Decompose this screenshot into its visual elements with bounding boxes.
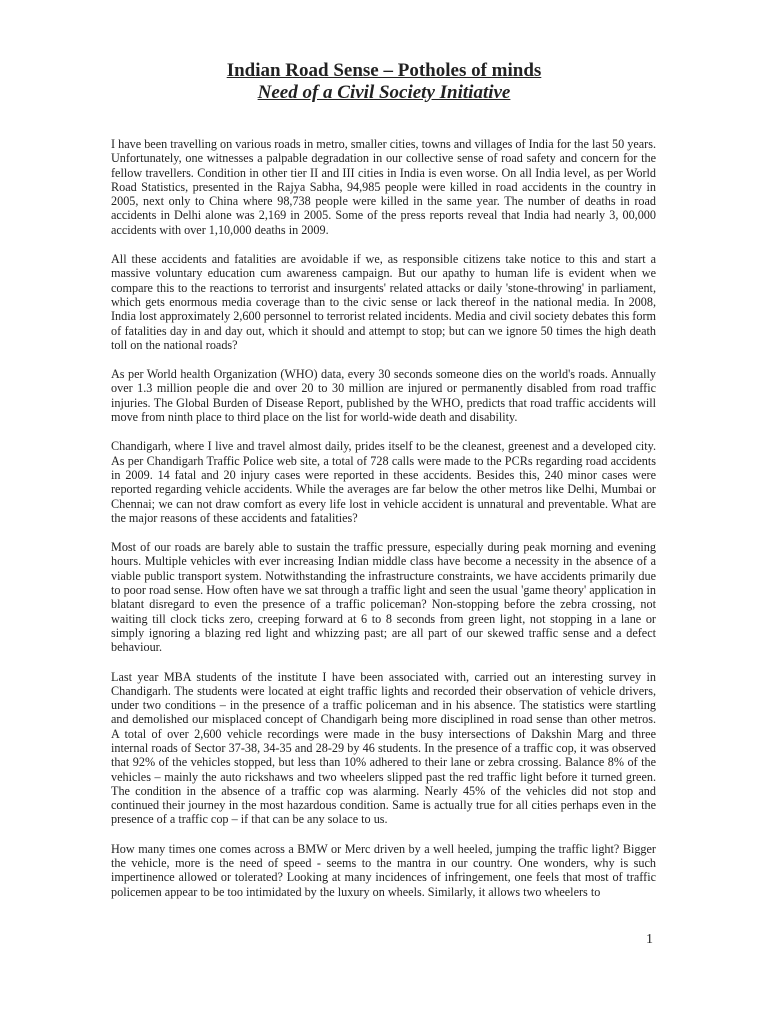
page-number: 1: [646, 932, 653, 947]
paragraph-3: As per World health Organization (WHO) data, every 30 seconds someone dies on the world's roads. Annually over 1.3 million people die and over 20 to 30 million are injured or permanently disabled from road traffic injuries. The Global Burden of Disease Report, published by the WHO, predicts that road traffic accidents will move from ninth place to third place on the list for world-wide death and disability.: [111, 367, 656, 425]
paragraph-2: All these accidents and fatalities are avoidable if we, as responsible citizens take notice to this and start a massive voluntary education cum awareness campaign. But our apathy to human life is evident when we compare this to the reactions to terrorist and insurgents' related attacks or daily 'stone-throwing' in parliament, which gets enormous media coverage than to the civic sense or lack thereof in the national media. In 2008, India lost approximately 2,600 personnel to terrorist related incidents. Media and civil society debates this form of fatalities day in and day out, which it should and attempt to stop; but can we ignore 50 times the high death toll on the national roads?: [111, 252, 656, 352]
document-subtitle: Need of a Civil Society Initiative: [257, 82, 511, 103]
paragraph-4: Chandigarh, where I live and travel almost daily, prides itself to be the cleanest, greenest and a developed city. As per Chandigarh Traffic Police web site, a total of 728 calls were made to the PCRs regarding road accidents in 2009. 14 fatal and 20 injury cases were reported in these accidents. Besides this, 240 minor cases were reported regarding vehicle accidents. While the averages are far below the other metros like Delhi, Mumbai or Chennai; we can not draw comfort as every life lost in vehicle accident is unnatural and preventable. What are the major reasons of these accidents and fatalities?: [111, 439, 656, 525]
document-title: Indian Road Sense – Potholes of minds: [226, 60, 542, 81]
paragraph-7: How many times one comes across a BMW or Merc driven by a well heeled, jumping the traffic light? Bigger the vehicle, more is the need of speed - seems to the mantra in our country. One wonders, why is such impertinence allowed or tolerated? Looking at many incidences of infringement, one feels that most of traffic policemen appear to be too intimidated by the luxury on wheels. Similarly, it allows two wheelers to: [111, 841, 656, 899]
paragraph-5: Most of our roads are barely able to sustain the traffic pressure, especially during peak morning and evening hours. Multiple vehicles with ever increasing Indian middle class have become a necessity in the absence of a viable public transport system. Notwithstanding the infrastructure constraints, we have accidents primarily due to poor road sense. How often have we sat through a traffic light and seen the usual 'game theory' application in blatant disregard to even the presence of a traffic policeman? Non-stopping before the zebra crossing, not waiting till clock ticks zero, creeping forward at 6 to 8 seconds from green light, not stopping in a lane or simply ignoring a blazing red light and whizzing past; are all part of our skewed traffic sense and a defect behaviour.: [111, 540, 656, 655]
paragraph-1: I have been travelling on various roads in metro, smaller cities, towns and villages of India for the last 50 years. Unfortunately, one witnesses a palpable degradation in our collective sense of road safety and concern for the fellow travellers. Condition in other tier II and III cities in India is even worse. On all India level, as per World Road Statistics, presented in the Rajya Sabha, 94,985 people were killed in road accidents in the country in 2005, next only to China where 98,738 people were killed in the same year. The number of deaths in road accidents in Delhi alone was 2,169 in 2005. Some of the press reports reveal that India had nearly 3, 00,000 accidents with over 1,10,000 deaths in 2009.: [111, 137, 656, 237]
paragraph-6: Last year MBA students of the institute I have been associated with, carried out an interesting survey in Chandigarh. The students were located at eight traffic lights and recorded their observation of vehicle drivers, under two conditions – in the presence of a traffic policeman and in his absence. The statistics were startling and demolished our misplaced concept of Chandigarh being more disciplined in road sense than other metros. A total of over 2,600 vehicle recordings were made in the busy intersections of Dakshin Marg and three internal roads of Sector 37-38, 34-35 and 28-29 by 46 students. In the presence of a traffic cop, it was observed that 92% of the vehicles stopped, but less than 10% adhered to their lane or zebra crossing. Balance 8% of the vehicles – mainly the auto rickshaws and two wheelers slipped past the red traffic light before it turned green. The condition in the absence of a traffic cop was alarming. Nearly 45% of the vehicles did not stop and continued their journey in the most hazardous condition. Same is actually true for all cities perhaps even in the presence of a traffic cop – if that can be any solace to us.: [111, 669, 656, 827]
document-body: [111, 137, 656, 914]
